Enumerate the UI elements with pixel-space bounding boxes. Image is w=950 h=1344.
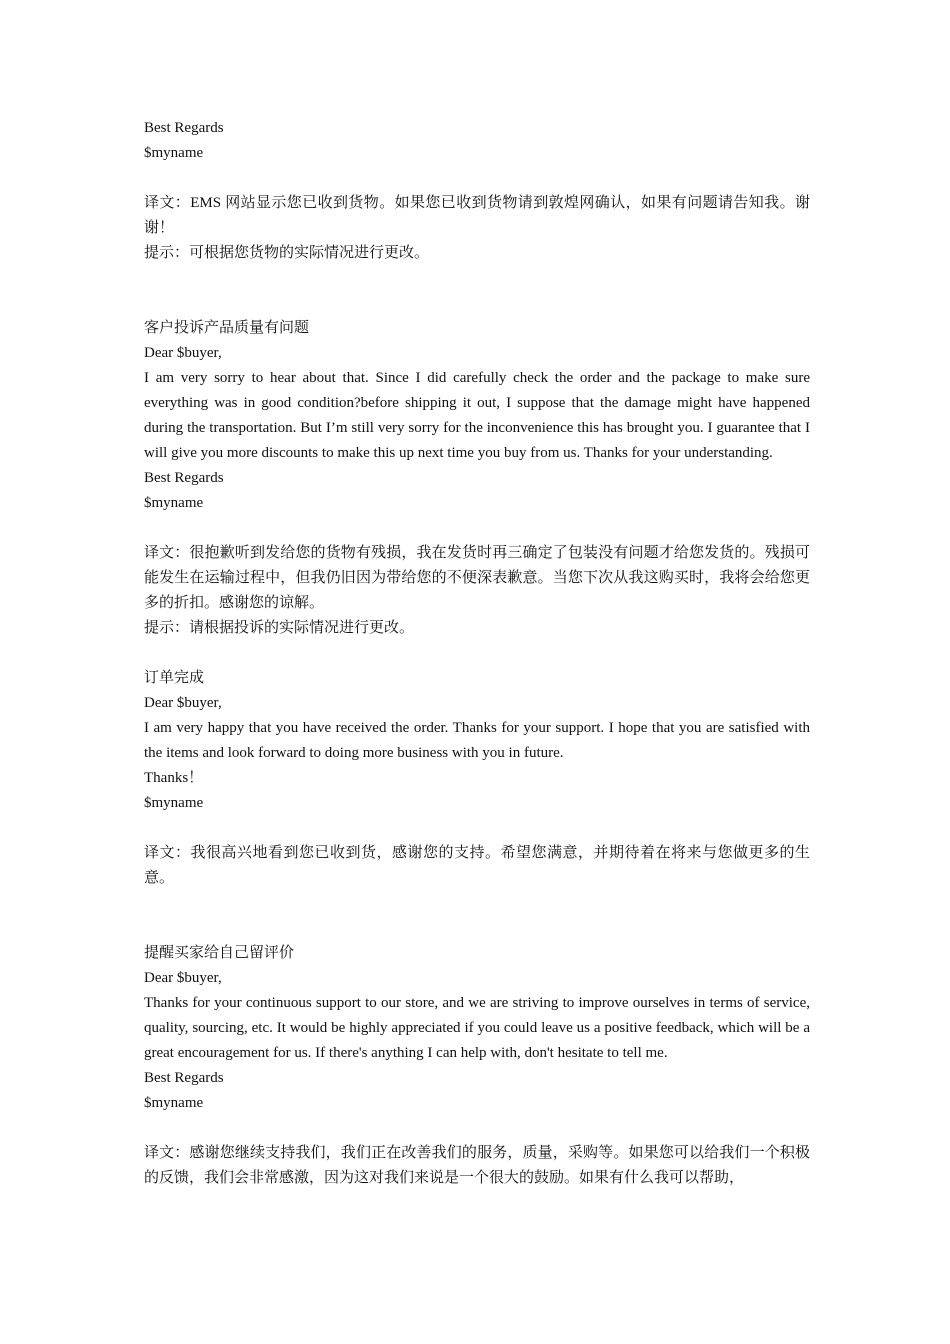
signature-text: $myname: [144, 495, 204, 511]
intro-section: [144, 116, 810, 266]
section-heading: 客户投诉产品质量有问题: [144, 320, 310, 336]
translation-text: 译文：感谢您继续支持我们，我们正在改善我们的服务，质量，采购等。如果您可以给我们一个积极的反馈，我们会非常感激，因为这对我们来说是一个很大的鼓励。如果有什么我可以帮助，: [144, 1145, 810, 1186]
order-complete-section: [144, 666, 810, 891]
greeting-text: Dear $buyer,: [144, 345, 222, 361]
body-text: Thanks for your continuous support to our store, and we are striving to improve ourselves in terms of service, quality, sourcing, etc. It would be highly appreciated if you could leave us a positive feedback, which will be a great encouragement for us. If there's anything I can help with, don't hesitate to tell me.: [144, 995, 810, 1061]
body-text: I am very sorry to hear about that. Since I did carefully check the order and the package to make sure everything was in good condition?before shipping it out, I suppose that the damage might have happened during the transportation. But I’m still very sorry for the inconvenience this has brought you. I guarantee that I will give you more discounts to make this up next time you buy from us. Thanks for your understanding.: [144, 370, 810, 461]
signature-text: $myname: [144, 1095, 204, 1111]
tip-text: 提示：可根据您货物的实际情况进行更改。: [144, 245, 430, 261]
translation-text: 译文：很抱歉听到发给您的货物有残损，我在发货时再三确定了包装没有问题才给您发货的。残损可能发生在运输过程中，但我仍旧因为带给您的不便深表歉意。当您下次从我这购买时，我将会给您更多的折扣。感谢您的谅解。: [144, 545, 810, 611]
document-page: [144, 116, 810, 1191]
closing-text: Best Regards: [144, 1070, 224, 1086]
translation-text: 译文：我很高兴地看到您已收到货，感谢您的支持。希望您满意，并期待着在将来与您做更多的生意。: [144, 845, 810, 886]
section-heading: 订单完成: [144, 670, 205, 686]
greeting-text: Dear $buyer,: [144, 695, 222, 711]
closing-text: Best Regards: [144, 120, 224, 136]
feedback-section: [144, 941, 810, 1191]
section-heading: 提醒买家给自己留评价: [144, 945, 295, 961]
greeting-text: Dear $buyer,: [144, 970, 222, 986]
signature-text: $myname: [144, 795, 204, 811]
body-text: I am very happy that you have received the order. Thanks for your support. I hope that you are satisfied with the items and look forward to doing more business with you in future.: [144, 720, 810, 761]
closing-text: Thanks！: [144, 770, 204, 786]
complaint-section: [144, 316, 810, 641]
tip-text: 提示：请根据投诉的实际情况进行更改。: [144, 620, 415, 636]
closing-text: Best Regards: [144, 470, 224, 486]
translation-text: 译文：EMS 网站显示您已收到货物。如果您已收到货物请到敦煌网确认，如果有问题请告知我。谢谢！: [144, 195, 810, 236]
signature-text: $myname: [144, 145, 204, 161]
